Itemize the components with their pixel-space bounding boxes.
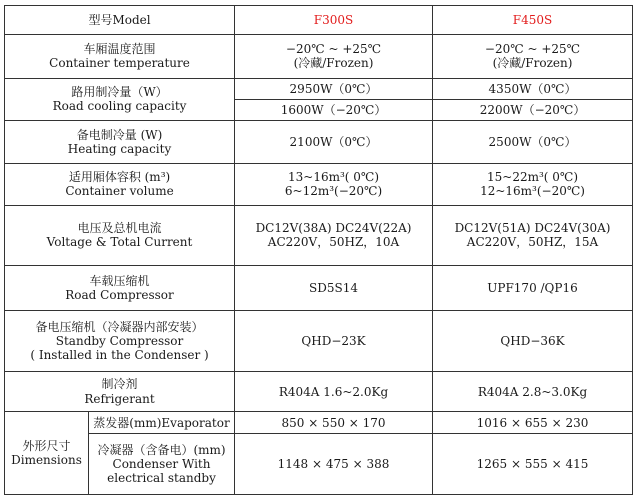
heating-row (5, 120, 633, 163)
road-cooling-label: 路用制冷量（W） Road cooling capacity (5, 78, 235, 120)
compressor-row (5, 266, 633, 311)
condenser-f300s: 1148 × 475 × 388 (235, 434, 433, 495)
evaporator-f300s: 850 × 550 × 170 (235, 412, 433, 434)
temperature-row (5, 35, 633, 78)
compressor-f450s: UPF170 /QP16 (433, 266, 633, 311)
volume-f300s: 13~16m³( 0℃) 6~12m³(−20℃) (235, 164, 433, 205)
standby-label: 备电压缩机（冷凝器内部安装） Standby Compressor ( Installed in the Condenser ) (5, 311, 235, 371)
road-cooling-row-1 (5, 78, 633, 99)
evaporator-f450s: 1016 × 655 × 230 (433, 412, 633, 434)
temperature-f300s: −20℃ ~ +25℃ (冷藏/Frozen) (235, 35, 433, 78)
heating-f300s: 2100W（0℃） (235, 120, 433, 163)
standby-f450s: QHD−36K (433, 311, 633, 371)
refrigerant-row (5, 371, 633, 411)
compressor-f300s: SD5S14 (235, 266, 433, 311)
header-row (5, 6, 633, 35)
road-cooling-f450s-minus20: 2200W（−20℃） (433, 99, 633, 120)
voltage-f450s: DC12V(51A) DC24V(30A) AC220V，50HZ，15A (433, 205, 633, 265)
road-cooling-f450s-0c: 4350W（0℃） (433, 78, 633, 99)
spec-table (4, 5, 633, 495)
refrigerant-f300s: R404A 1.6~2.0Kg (235, 371, 433, 411)
temperature-label: 车厢温度范围 Container temperature (5, 35, 235, 78)
condenser-row (5, 434, 633, 495)
temperature-f450s: −20℃ ~ +25℃ (冷藏/Frozen) (433, 35, 633, 78)
heating-label: 备电制冷量 (W) Heating capacity (5, 120, 235, 163)
volume-label: 适用厢体容积 (m³) Container volume (5, 164, 235, 205)
refrigerant-label: 制冷剂 Refrigerant (5, 371, 235, 411)
standby-row (5, 311, 633, 371)
condenser-label: 冷凝器（含备电）(mm) Condenser With electrical standby (89, 434, 235, 495)
standby-f300s: QHD−23K (235, 311, 433, 371)
volume-f450s: 15~22m³( 0℃) 12~16m³(−20℃) (433, 164, 633, 205)
evaporator-label: 蒸发器(mm)Evaporator (89, 412, 235, 434)
volume-row (5, 164, 633, 205)
voltage-f300s: DC12V(38A) DC24V(22A) AC220V，50HZ，10A (235, 205, 433, 265)
model-f450s: F450S (433, 6, 633, 35)
road-cooling-f300s-0c: 2950W（0℃） (235, 78, 433, 99)
heating-f450s: 2500W（0℃） (433, 120, 633, 163)
voltage-label: 电压及总机电流 Voltage & Total Current (5, 205, 235, 265)
dimensions-label: 外形尺寸 Dimensions (5, 412, 89, 495)
refrigerant-f450s: R404A 2.8~3.0Kg (433, 371, 633, 411)
model-header-label: 型号Model (5, 6, 235, 35)
compressor-label: 车载压缩机 Road Compressor (5, 266, 235, 311)
voltage-row (5, 205, 633, 265)
road-cooling-f300s-minus20: 1600W（−20℃） (235, 99, 433, 120)
condenser-f450s: 1265 × 555 × 415 (433, 434, 633, 495)
model-f300s: F300S (235, 6, 433, 35)
evaporator-row (5, 412, 633, 434)
